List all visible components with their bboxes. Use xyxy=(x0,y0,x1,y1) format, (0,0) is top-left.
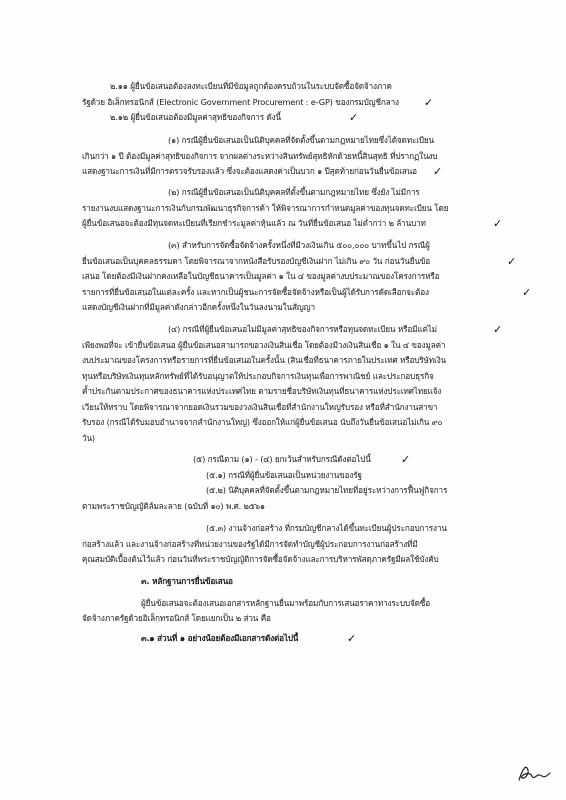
doc-line-28: ก่อสร้างแล้ว และงานจ้างก่อสร้างที่หน่วยงานของรัฐได้มีการจัดทำบัญชีผู้ประกอบการงานก่อสร้างที่มี xyxy=(82,539,418,549)
doc-line-32: จัดจ้างภาครัฐด้วยอิเล็กทรอนิกส์ โดยแยกเป็น ๒ ส่วน คือ xyxy=(82,613,271,623)
doc-line-25: (๕.๒) นิติบุคคลที่จัดตั้งขึ้นตามกฎหมายไทยที่อยู่ระหว่างการฟื้นฟูกิจการ xyxy=(206,485,448,495)
check-mark-icon: ✓ xyxy=(522,286,532,299)
doc-line-11: ยื่นข้อเสนอเป็นบุคคลธรรมดา โดยพิจารณาจากหนังสือรับรองบัญชีเงินฝาก ไม่เกิน ๙๐ วัน ก่อนวันยื่นข้อ xyxy=(82,256,431,266)
doc-line-27: (๕.๓) งานจ้างก่อสร้าง ที่กรมบัญชีกลางได้ขึ้นทะเบียนผู้ประกอบการงาน xyxy=(206,523,447,533)
doc-line-9: ผู้ยื่นข้อเสนอจะต้องมีทุนจดทะเบียนที่เรียกชำระมูลค่าหุ้นแล้ว ณ วันที่ยื่นข้อเสนอ ไม่ต่ำกว่า ๒ ล้านบาท xyxy=(82,218,426,228)
check-mark-icon: ✓ xyxy=(493,217,503,230)
doc-line-5: เกินกว่า ๑ ปี ต้องมีมูลค่าสุทธิของกิจการ จากผลต่างระหว่างสินทรัพย์สุทธิหักด้วยหนี้สินสุทธิ ที่ปรากฏในงบ xyxy=(82,151,438,161)
doc-line-23: (๕) กรณีตาม (๑) - (๔) ยกเว้นสำหรับกรณีดังต่อไปนี้ xyxy=(193,454,371,464)
doc-line-18: ทุนหรือบริษัทเงินทุนหลักทรัพย์ที่ได้รับอนุญาตให้ประกอบกิจการเงินทุนเพื่อการพาณิชย์ และประกอบธุรกิจ xyxy=(82,371,434,381)
doc-line-31: ผู้ยื่นข้อเสนอจะต้องเสนอเอกสารหลักฐานยื่นมาพร้อมกับการเสนอราคาทางระบบจัดซื้อ xyxy=(141,598,430,608)
doc-line-20: เวียนให้ทราบ โดยพิจารณาจากยอดเงินรวมของวงเงินสินเชื่อที่สำนักงานใหญ่รับรอง หรือที่สำนักงานสาขา xyxy=(82,402,438,412)
doc-line-15: (๔) กรณีที่ผู้ยื่นข้อเสนอไม่มีมูลค่าสุทธิของกิจการหรือทุนจดทะเบียน หรือมีแต่ไม่ xyxy=(168,324,437,334)
doc-line-29: คุณสมบัติเบื้องต้นไว้แล้ว ก่อนวันที่พระราชบัญญัติการจัดซื้อจัดจ้างและการบริหารพัสดุภาครัฐมีผลใช้บังคับ xyxy=(82,554,439,564)
doc-line-19: ค้ำประกันตามประกาศของธนาคารแห่งประเทศไทย ตามรายชื่อบริษัทเงินทุนที่ธนาคารแห่งประเทศไทยแจ้ง xyxy=(82,386,442,396)
doc-line-22: วัน) xyxy=(82,433,95,443)
doc-line-3: ๒.๑๒ ผู้ยื่นข้อเสนอต้องมีมูลค่าสุทธิของกิจการ ดังนี้ xyxy=(110,112,281,122)
doc-line-8: รายงานงบแสดงฐานะการเงินกับกรมพัฒนาธุรกิจการค้า ให้พิจารณาการกำหนดมูลค่าของทุนจดทะเบียน โดย xyxy=(82,203,449,213)
doc-line-21: รับรอง (กรณีได้รับมอบอำนาจจากสำนักงานใหญ่) ซึ่งออกให้แก่ผู้ยื่นข้อเสนอ นับถึงวันยื่นข้อเสนอไม่เกิน ๙๐ xyxy=(82,417,443,427)
doc-line-16: เพียงพอที่จะ เข้ายื่นข้อเสนอ ผู้ยื่นข้อเสนอสามารถขอวงเงินสินเชื่อ โดยต้องมีวงเงินสินเชื่อ ๑ ใน ๔ ของมูลค่า xyxy=(82,340,446,350)
signature-icon xyxy=(516,762,552,784)
check-mark-icon: ✓ xyxy=(349,111,359,124)
doc-line-17: งบประมาณของโครงการหรือรายการที่ยื่นข้อเสนอในครั้งนั้น (สินเชื่อที่ธนาคารภายในประเทศ หรือบริษัทเงิน xyxy=(82,355,446,365)
check-mark-icon: ✓ xyxy=(424,96,434,109)
doc-line-2: รัฐด้วย อิเล็กทรอนิกส์ (Electronic Government Procurement : e-GP) ของกรมบัญชีกลาง xyxy=(82,97,399,107)
doc-line-12: เสนอ โดยต้องมีเงินฝากคงเหลือในบัญชีธนาคารเป็นมูลค่า ๑ ใน ๔ ของมูลค่างบประมาณของโครงการหรือ xyxy=(82,271,440,281)
doc-line-4: (๑) กรณีผู้ยื่นข้อเสนอเป็นนิติบุคคลที่จัดตั้งขึ้นตามกฎหมายไทยซึ่งได้จดทะเบียน xyxy=(168,135,435,145)
doc-line-24: (๕.๑) กรณีที่ผู้ยื่นข้อเสนอเป็นหน่วยงานของรัฐ xyxy=(206,470,362,480)
doc-line-10: (๓) สำหรับการจัดซื้อจัดจ้างครั้งหนึ่งที่มีวงเงินเกิน ๕๐๐,๐๐๐ บาทขึ้นไป กรณีผู้ xyxy=(168,240,430,250)
doc-line-1: ๒.๑๑ ผู้ยื่นข้อเสนอต้องลงทะเบียนที่มีข้อมูลถูกต้องครบถ้วนในระบบจัดซื้อจัดจ้างภาค xyxy=(110,81,392,91)
check-mark-icon: ✓ xyxy=(433,165,443,178)
section-3-heading: ๓. หลักฐานการยื่นข้อเสนอ xyxy=(141,576,233,586)
doc-line-13: รายการที่ยื่นข้อเสนอในแต่ละครั้ง และหากเป็นผู้ชนะการจัดซื้อจัดจ้างหรือเป็นผู้ได้รับการคัดเลือกจะต้อง xyxy=(82,287,429,297)
doc-line-7: (๒) กรณีผู้ยื่นข้อเสนอเป็นนิติบุคคลที่ตั้งขึ้นตามกฎหมายไทย ซึ่งยัง ไม่มีการ xyxy=(168,187,420,197)
doc-line-14: แสดงบัญชีเงินฝากที่มีมูลค่าดังกล่าวอีกครั้งหนึ่งในวันลงนามในสัญญา xyxy=(82,302,315,312)
doc-line-6: แสดงฐานะการเงินที่มีการตรวจรับรองแล้ว ซึ่งจะต้องแสดงค่าเป็นบวก ๑ ปีสุดท้ายก่อนวันยื่นข้อเสนอ xyxy=(82,166,417,176)
check-mark-icon: ✓ xyxy=(507,255,517,268)
section-3-1-heading: ๓.๑ ส่วนที่ ๑ อย่างน้อยต้องมีเอกสารดังต่อไปนี้ xyxy=(141,633,299,643)
check-mark-icon: ✓ xyxy=(493,323,503,336)
check-mark-icon: ✓ xyxy=(347,632,357,645)
check-mark-icon: ✓ xyxy=(401,453,411,466)
doc-line-26: ตามพระราชบัญญัติล้มละลาย (ฉบับที่ ๑๐) พ.ศ. ๒๕๖๑ xyxy=(82,501,265,511)
